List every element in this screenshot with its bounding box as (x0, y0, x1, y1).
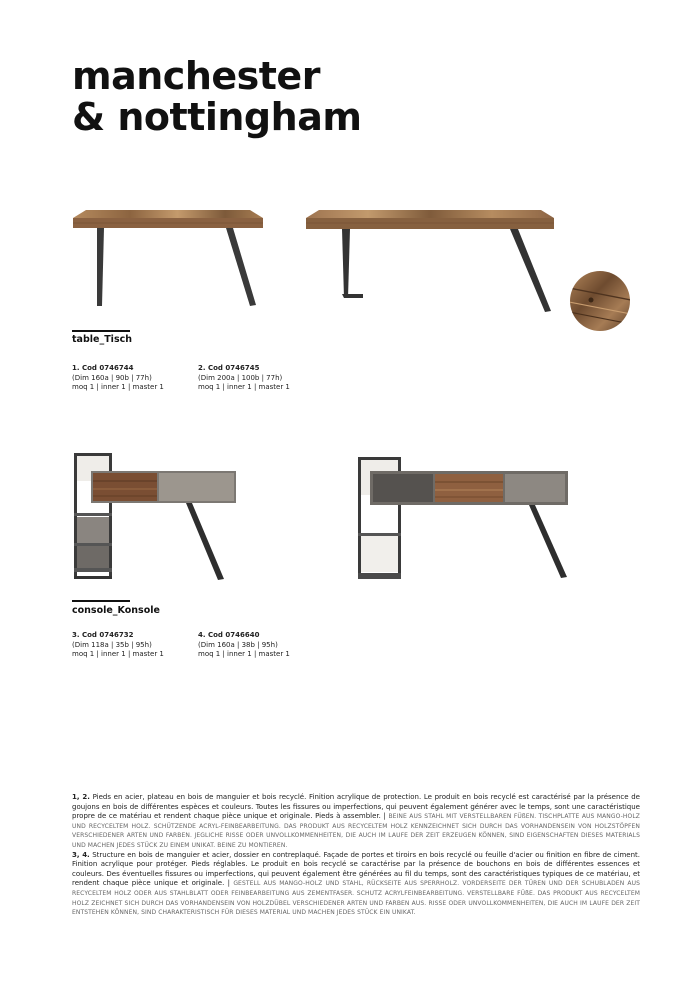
description-paragraph-2 (72, 851, 640, 918)
section-rule-table (72, 330, 130, 332)
description-text-de: BEINE AUS STAHL MIT VERSTELLBAREN FÜßEN. TISCHPLATTE AUS MANGO-HOLZ UND RECYCELTEM HOLZ. SCHÜTZENDE ACRYL-FEINBEARBEITUNG. DAS PRODUKT AUS RECYCELTEM HOLZ KENNZEICHNET SICH DURCH DAS VORHANDENSEIN VON HOLZSTÖPFEN VERSCHIEDENER ARTEN UND FARBEN. JEGLICHE RISSE ODER UNVOLLKOMMENHEITEN, DIE AUCH IM LAUFE DER ZEIT ERZEUGEN KÖNNEN, SIND EIGENSCHAFTEN DIESES MATERIALS UND MACHEN JEDES STÜCK ZU EINEM UNIKAT. BEINE ZU MONTIEREN. (72, 813, 640, 849)
description-text-fr: Pieds en acier, plateau en bois de manguier et bois recyclé. Finition acrylique de protection. Le produit en bois recyclé est caractérisé par la présence de goujons en bois de différentes espèces et couleurs. Toutes les fissures ou imperfections, qui peuvent également générer avec le temps, sont une caractéristique propre de ce matériau et rendent chaque pièce unique et originale. Pieds à assembler. | (72, 793, 640, 821)
product-code: 1. Cod 0746744 (72, 364, 134, 372)
description-text-fr: Structure en bois de manguier et acier, dossier en contreplaqué. Façade de portes et tiroirs en bois recyclé ou feuille d'acier ou finition en fibre de ciment. Finition acrylique pour protéger. Pieds réglables. Le produit en bois recyclé se caractérise par la présence de bouchons en bois de différentes essences et couleurs. Des éventuelles fissures ou imperfections, qui peuvent également être générées au fil du temps, sont des caractéristiques typiques de ce matériau, et rendent chaque pièce unique et originale. | (72, 850, 640, 888)
product-image-table-200 (305, 206, 555, 314)
product-spec-1 (72, 364, 164, 393)
product-moq: moq 1 | inner 1 | master 1 (72, 383, 164, 391)
product-spec-3 (72, 631, 164, 660)
product-moq: moq 1 | inner 1 | master 1 (198, 383, 290, 391)
table-200-illustration (305, 206, 555, 314)
product-image-console-160 (356, 451, 572, 583)
description-text-de: GESTELL AUS MANGO-HOLZ UND STAHL, RÜCKSEITE AUS SPERRHOLZ. VORDERSEITE DER TÜREN UND DER SCHUBLADEN AUS RECYCELTEM HOLZ ODER AUS STAHLBLATT ODER FEINBEARBEITUNG AUS ZEMENTFASER. SCHUTZ ACRYLFEINBEARBEITUNG. VERSTELLBARE FÜßE. DAS PRODUKT AUS RECYCELTEM HOLZ ZEICHNET SICH DURCH DAS VORHANDENSEIN VON HOLZDÜBEL VERSCHIEDENER ARTEN UND FARBEN AUS. RISSE ODER UNVOLLKOMMENHEITEN, DIE AUCH IM LAUFE DER ZEIT ENTSTEHEN KÖNNEN, SIND CHARAKTERISTISCH FÜR DIESES MATERIAL UND MACHEN JEDES STÜCK EIN UNIKAT. (72, 880, 640, 917)
product-code: 2. Cod 0746745 (198, 364, 260, 372)
section-label-table: table_Tisch (72, 334, 132, 345)
product-dimensions: (Dim 118a | 35b | 95h) (72, 640, 152, 649)
table-160-illustration (70, 206, 265, 310)
page-title (72, 56, 361, 138)
description-item-numbers: 1, 2. (72, 793, 90, 801)
product-dimensions: (Dim 160a | 38b | 95h) (198, 640, 278, 649)
product-code: 3. Cod 0746732 (72, 631, 134, 639)
page-title-line-2: & nottingham (72, 95, 362, 139)
product-spec-2 (198, 364, 290, 393)
console-118-illustration (72, 451, 238, 583)
description-item-numbers: 3, 4. (72, 850, 90, 859)
section-label-console: console_Konsole (72, 605, 160, 616)
wood-detail-swatch (569, 270, 631, 332)
product-dimensions: (Dim 200a | 100b | 77h) (198, 373, 283, 382)
product-moq: moq 1 | inner 1 | master 1 (72, 650, 164, 658)
page-title-line-1: manchester (72, 54, 320, 98)
product-image-console-118 (72, 451, 238, 583)
console-160-illustration (356, 451, 572, 583)
section-rule-console (72, 600, 130, 602)
product-description (72, 793, 640, 918)
product-code: 4. Cod 0746640 (198, 631, 260, 639)
product-dimensions: (Dim 160a | 90b | 77h) (72, 373, 152, 382)
wood-detail-illustration (569, 270, 631, 332)
description-paragraph-1 (72, 793, 640, 851)
product-image-table-160 (70, 206, 265, 310)
product-spec-4 (198, 631, 290, 660)
product-moq: moq 1 | inner 1 | master 1 (198, 650, 290, 658)
